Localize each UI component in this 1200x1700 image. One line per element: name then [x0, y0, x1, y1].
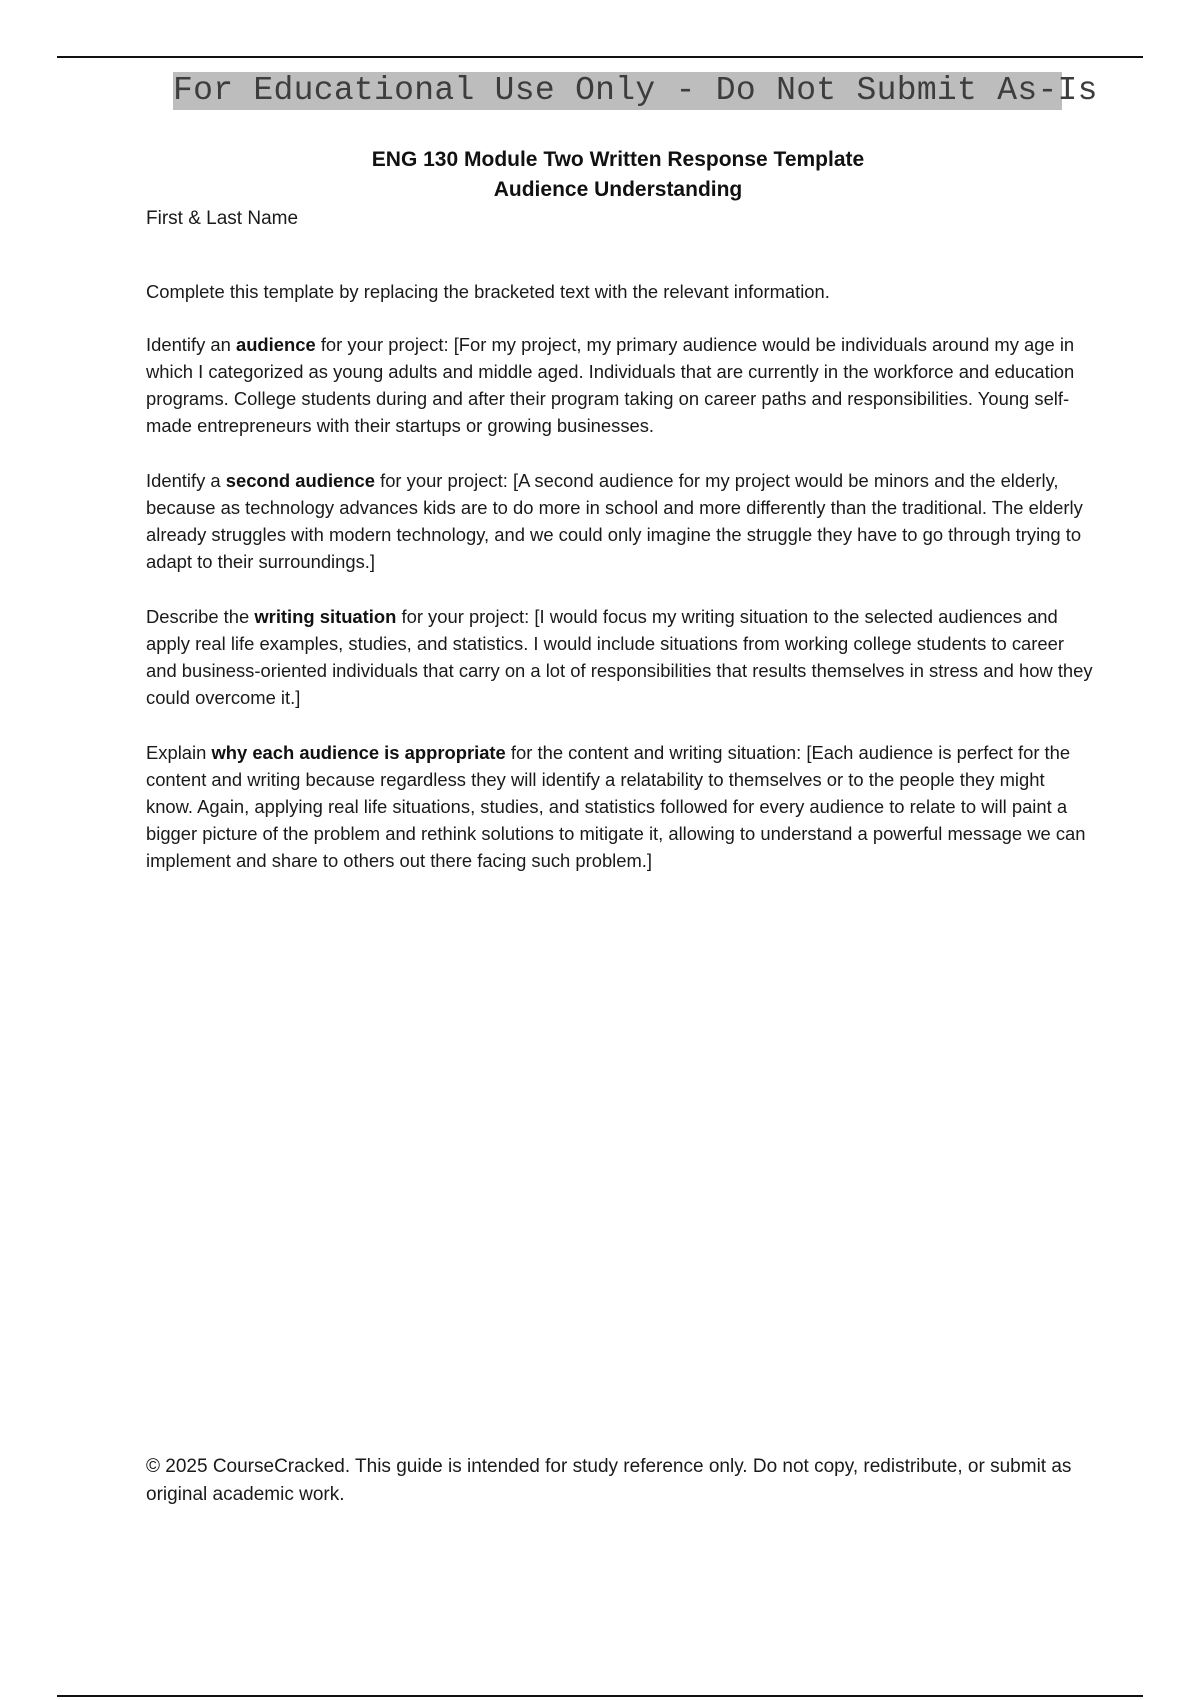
- section-prefix: Identify a: [146, 470, 226, 491]
- section-response: [A second audience for my project would be minors and the elderly, because as technology advances kids are to do more in school and more differently than the traditional. The elderly already struggles with modern technology, and we could only imagine the struggle they have to go through trying to adapt to their surroundings.]: [146, 470, 1083, 572]
- copyright-notice: © 2025 CourseCracked. This guide is intended for study reference only. Do not copy, redistribute, or submit as original academic work.: [146, 1456, 1072, 1505]
- section-response: [For my project, my primary audience would be individuals around my age in which I categorized as young adults and middle aged. Individuals that are currently in the workforce and education programs. College students during and after their program taking on career paths and responsibilities. Young self-made entrepreneurs with their startups or growing businesses.: [146, 334, 1075, 436]
- student-name-placeholder: First & Last Name: [146, 208, 299, 229]
- section-suffix: for your project:: [374, 470, 513, 491]
- section-suffix: for your project:: [315, 334, 454, 355]
- section-second-audience: [146, 467, 1096, 575]
- section-term: second audience: [225, 470, 375, 491]
- watermark-banner: For Educational Use Only - Do Not Submit As-Is: [173, 72, 1098, 109]
- section-prefix: Explain: [146, 742, 212, 763]
- section-term: why each audience is appropriate: [211, 742, 506, 763]
- section-suffix: for the content and writing situation:: [505, 742, 807, 763]
- section-audience: [146, 331, 1096, 439]
- document-body: [146, 278, 1096, 902]
- section-writing-situation: [146, 603, 1096, 711]
- bottom-divider: [57, 1695, 1143, 1697]
- section-prefix: Identify an: [146, 334, 236, 355]
- title-line-2: Audience Understanding: [493, 178, 743, 201]
- instructions-text: Complete this template by replacing the bracketed text with the relevant information.: [146, 281, 830, 302]
- document-title: [146, 145, 1090, 205]
- section-prefix: Describe the: [146, 606, 255, 627]
- top-divider: [57, 56, 1143, 58]
- section-suffix: for your project:: [396, 606, 535, 627]
- section-response: [Each audience is perfect for the content and writing because regardless they will identify a relatability to themselves or to the people they might know. Again, applying real life situations, studies, and statistics followed for every audience to relate to will paint a bigger picture of the problem and rethink solutions to mitigate it, allowing to understand a powerful message we can implement and share to others out there facing such problem.]: [146, 742, 1086, 871]
- section-audience-appropriateness: [146, 739, 1096, 874]
- section-response: [I would focus my writing situation to the selected audiences and apply real life examples, studies, and statistics. I would include situations from working college students to career and business-oriented individuals that carry on a lot of responsibilities that results themselves in stress and how they could overcome it.]: [146, 606, 1093, 708]
- section-term: writing situation: [254, 606, 397, 627]
- section-term: audience: [235, 334, 316, 355]
- title-line-1: ENG 130 Module Two Written Response Template: [371, 148, 865, 171]
